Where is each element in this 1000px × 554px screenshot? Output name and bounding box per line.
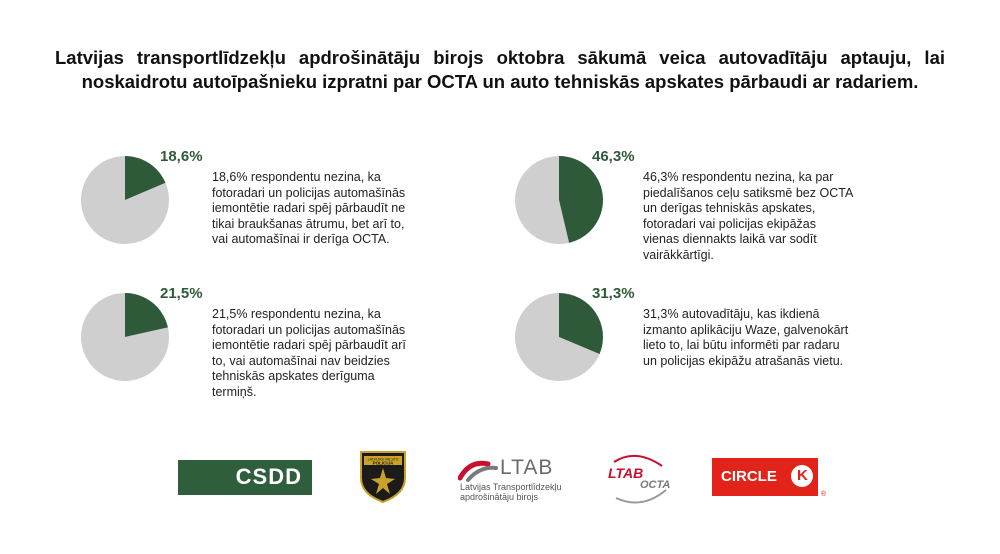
csdd-logo [178,460,312,495]
stat-description-1: 18,6% respondentu nezina, ka fotoradari un policijas automašīnās iemontētie radari spēj pārbaudīt ne tikai braukšanas ātrumu, bet arī to, vai automašīnai ir derīga OCTA. [212,170,406,246]
stat-description-4: 31,3% autovadītāju, kas ikdienā izmanto aplikāciju Waze, galvenokārt lieto to, lai būtu informēti par radaru un policijas ekipāžu atrašanās vietu. [643,307,849,368]
pie-label-1: 18,6% [160,148,203,165]
stat-block-3 [82,285,502,399]
police-logo-ring-text: LATVIJAS VALSTS [367,457,399,462]
partner-logos [0,440,1000,520]
stat-block-1 [82,150,502,250]
circle-k-emblem [791,465,813,487]
ltab-octa-logo-text-1: LTAB [608,465,644,481]
ltab-logo-subtitle: Latvijas Transportlīdzekļu apdrošinātāju birojs [460,482,562,502]
csdd-logo-text: CSDD [235,464,302,489]
state-police-logo [357,448,409,504]
pie-chart-2 [516,150,606,250]
pie-label-2: 46,3% [592,148,635,165]
pie-chart-4 [516,287,606,387]
pie-chart-1 [82,150,172,250]
circle-k-logo [712,458,826,498]
police-logo-text: POLICIJA [372,460,394,466]
circle-k-letter: K [797,467,808,484]
stat-description-2: 46,3% respondentu nezina, ka par piedalīšanos ceļu satiksmē bez OCTA un derīgas tehniskās apskates, fotoradari vai policijas ekipāžas vienas diennakts laikā var sodīt vairākkārtīgi. [643,170,853,262]
stat-description-3: 21,5% respondentu nezina, ka fotoradari un policijas automašīnās iemontētie radari spēj pārbaudīt arī to, vai automašīnai nav beidzies tehniskās apskates derīguma termiņš. [212,307,406,399]
pie-label-3: 21,5% [160,285,203,302]
ltab-logo [452,456,582,506]
pie-label-4: 31,3% [592,285,635,302]
circle-k-logo-text: CIRCLE [721,468,777,485]
page-title: Latvijas transportlīdzekļu apdrošinātāju birojs oktobra sākumā veica autovadītāju aptauju, lai noskaidrotu autoīpašnieku izpratni par OCTA un auto tehniskās apskates pārbaudi ar radariem. [55,47,945,92]
registered-mark: ® [820,491,826,498]
ltab-octa-logo-text-2: OCTA [640,479,671,491]
pie-chart-3 [82,287,172,387]
stat-block-2 [516,148,936,262]
stat-block-4 [516,287,936,387]
ltab-logo-text: LTAB [500,456,554,479]
ltab-octa-logo [606,452,670,506]
